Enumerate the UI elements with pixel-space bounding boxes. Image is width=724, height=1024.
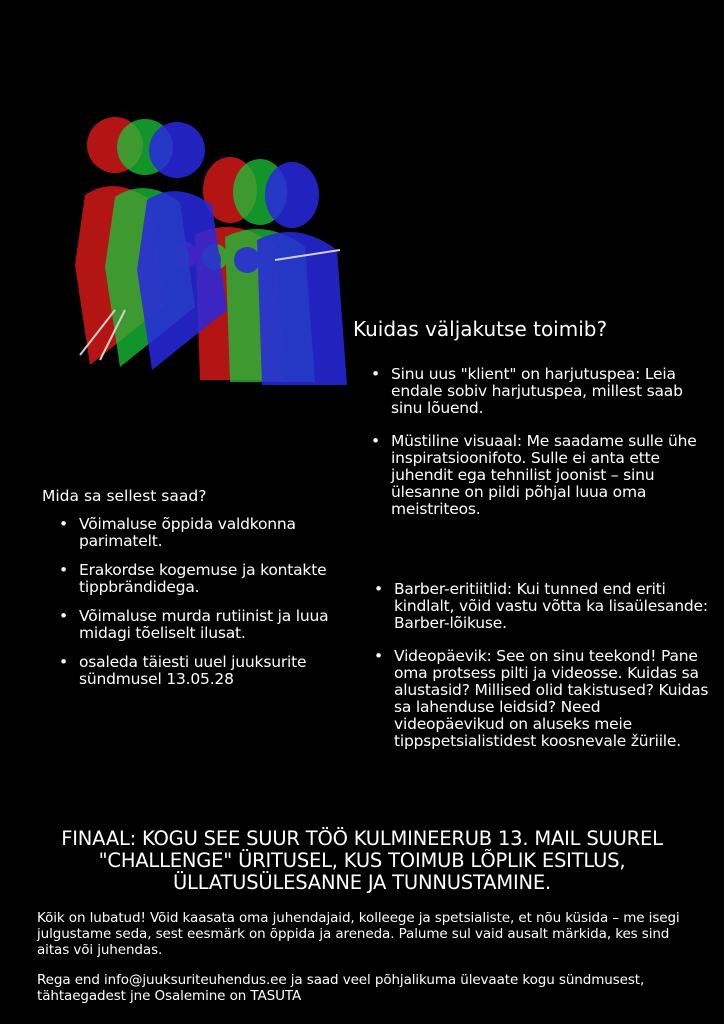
- how-it-works-list: [369, 366, 709, 534]
- benefits-list: [57, 516, 347, 700]
- list-item: • Müstiline visuaal: Me saadame sulle ühe inspiratsioonifoto. Sulle ei anta ette juhendit ega tehnilist joonist – sinu ülesanne on pildi põhjal luua oma meistriteos.: [369, 433, 709, 518]
- rules-paragraph: Kõik on lubatud! Võid kaasata oma juhendajaid, kolleege ja spetsialiste, et nõu küsida – me isegi julgustame seda, sest eesmärk on õppida ja areneda. Palume sul vaid ausalt märkida, kes sind aitas või juhendas.: [37, 910, 680, 958]
- how-it-works-list-extra: [372, 581, 712, 766]
- hero-photo: [70, 105, 388, 385]
- registration-paragraph: Rega end info@juuksuriteuhendus.ee ja saad veel põhjalikuma ülevaate kogu sündmusest, tähtaegadest jne Osalemine on TASUTA: [37, 972, 645, 1004]
- list-item: • Sinu uus "klient" on harjutuspea: Leia endale sobiv harjutuspea, millest saab sinu lõuend.: [369, 366, 709, 417]
- list-item: • Barber-eritiitlid: Kui tunned end eriti kindlalt, võid vastu võtta ka lisaülesande: Barber-lõikuse.: [372, 581, 712, 632]
- how-it-works-heading: Kuidas väljakutse toimib?: [353, 317, 608, 341]
- list-item: • osaleda täiesti uuel juuksurite sündmusel 13.05.28: [57, 654, 347, 688]
- list-item: • Võimaluse murda rutiinist ja luua midagi tõeliselt ilusat.: [57, 608, 347, 642]
- list-item: • Erakordse kogemuse ja kontakte tippbrändidega.: [57, 562, 347, 596]
- finale-heading: FINAAL: KOGU SEE SUUR TÖÖ KULMINEERUB 13. MAIL SUUREL "CHALLENGE" ÜRITUSEL, KUS TOIMUB LÕPLIK ESITLUS, ÜLLATUSÜLESANNE JA TUNNUSTAMINE.: [61, 827, 663, 894]
- benefits-heading: Mida sa sellest saad?: [42, 487, 207, 505]
- list-item: • Videopäevik: See on sinu teekond! Pane oma protsess pilti ja videosse. Kuidas sa alustasid? Millised olid takistused? Kuidas sa lahenduse leidsid? Need videopäevikud on aluseks meie tippspetsialistidest koosnevale žüriile.: [372, 648, 712, 750]
- list-item: • Võimaluse õppida valdkonna parimatelt.: [57, 516, 347, 550]
